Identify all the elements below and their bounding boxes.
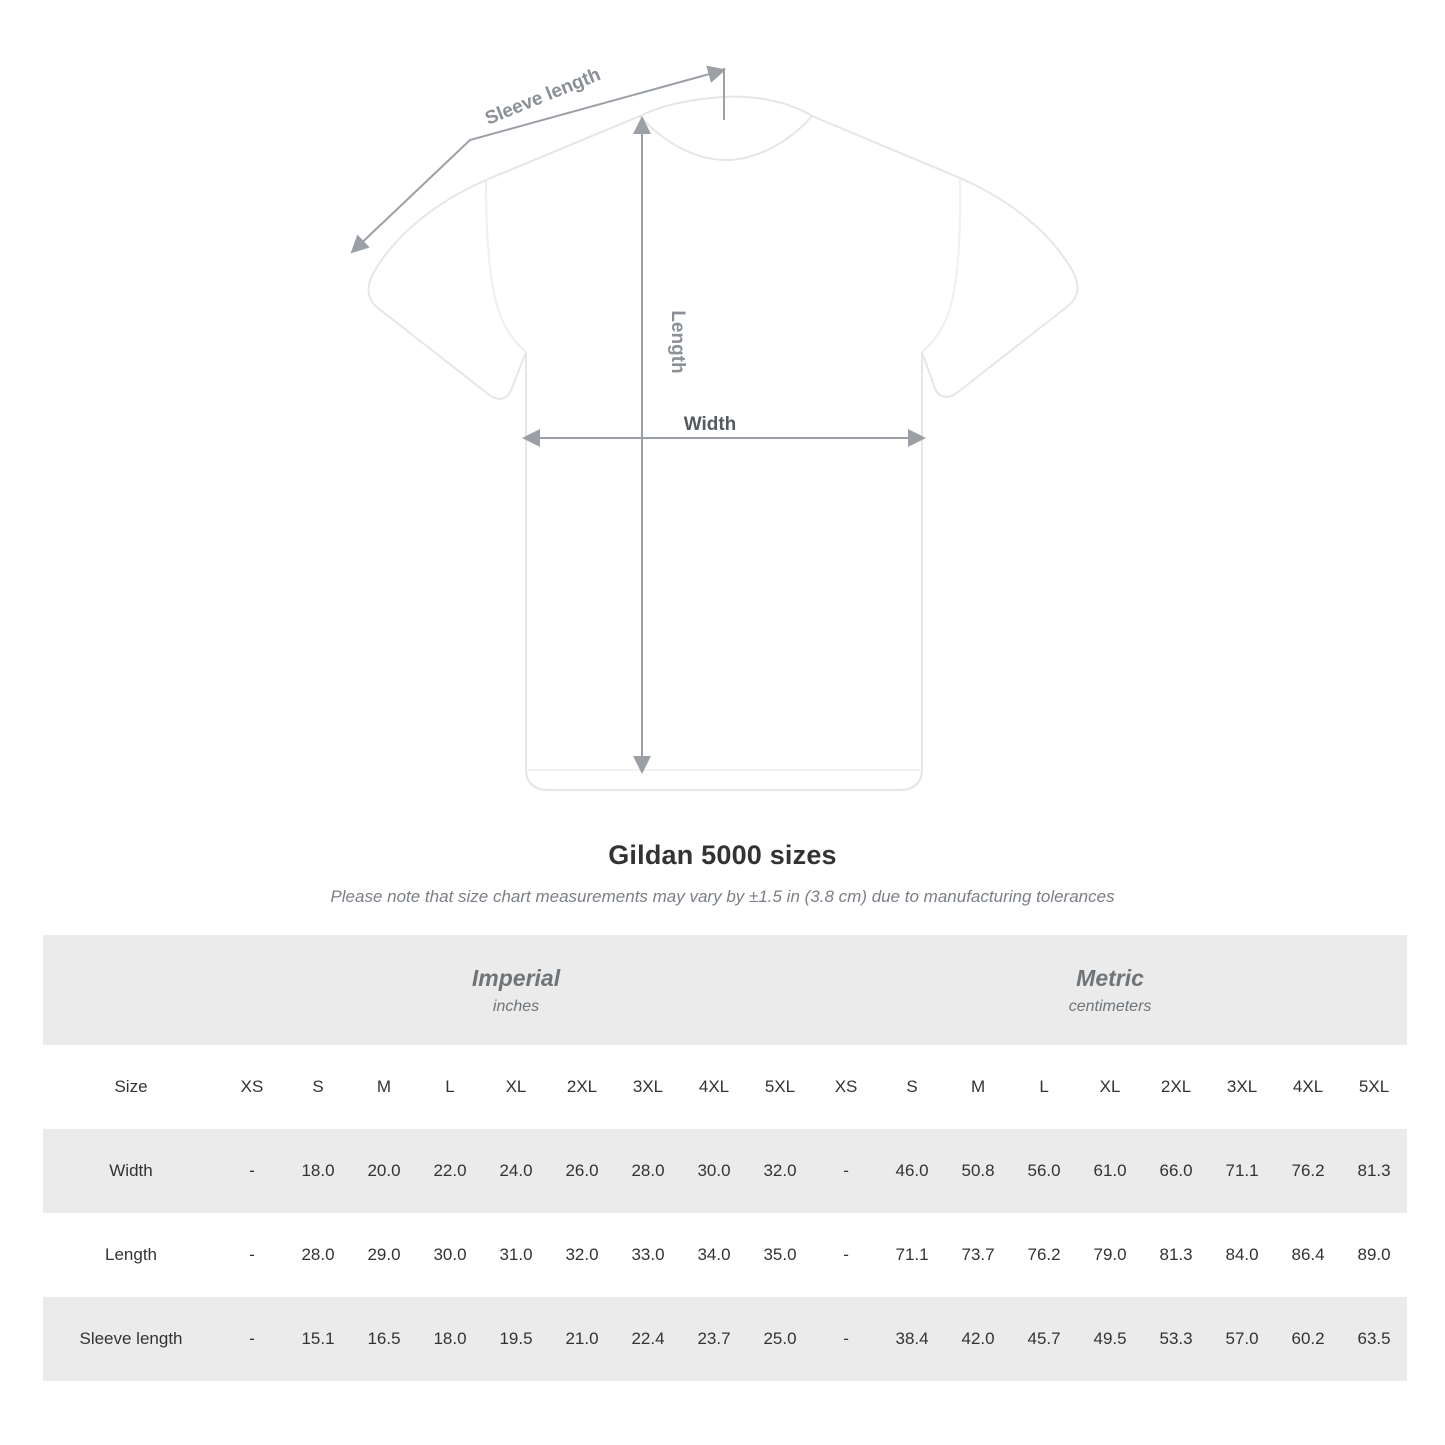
row-label-width: Width xyxy=(43,1129,219,1213)
cell-sleeve-metric-xs: - xyxy=(813,1297,879,1381)
size-header-metric-2xl: 2XL xyxy=(1143,1045,1209,1129)
cell-length-metric-4xl: 86.4 xyxy=(1275,1213,1341,1297)
size-header-row xyxy=(43,1045,1407,1129)
cell-sleeve-imperial-2xl: 21.0 xyxy=(549,1297,615,1381)
size-header-imperial-xl: XL xyxy=(483,1045,549,1129)
size-header-imperial-2xl: 2XL xyxy=(549,1045,615,1129)
cell-width-imperial-3xl: 28.0 xyxy=(615,1129,681,1213)
size-table xyxy=(43,935,1407,1381)
tolerance-note: Please note that size chart measurements may vary by ±1.5 in (3.8 cm) due to manufacturing tolerances xyxy=(330,887,1115,906)
table-row xyxy=(43,1213,1407,1297)
cell-width-imperial-5xl: 32.0 xyxy=(747,1129,813,1213)
cell-length-imperial-l: 30.0 xyxy=(417,1213,483,1297)
cell-length-metric-s: 71.1 xyxy=(879,1213,945,1297)
cell-width-imperial-4xl: 30.0 xyxy=(681,1129,747,1213)
cell-length-imperial-xl: 31.0 xyxy=(483,1213,549,1297)
cell-width-imperial-xl: 24.0 xyxy=(483,1129,549,1213)
cell-sleeve-metric-5xl: 63.5 xyxy=(1341,1297,1407,1381)
size-header-imperial-l: L xyxy=(417,1045,483,1129)
cell-length-metric-l: 76.2 xyxy=(1011,1213,1077,1297)
cell-width-imperial-2xl: 26.0 xyxy=(549,1129,615,1213)
cell-length-imperial-2xl: 32.0 xyxy=(549,1213,615,1297)
size-header-metric-xl: XL xyxy=(1077,1045,1143,1129)
tshirt-shape xyxy=(368,97,1077,790)
size-table-wrap xyxy=(43,935,1402,1381)
row-label-sleeve-length: Sleeve length xyxy=(43,1297,219,1381)
size-header-metric-4xl: 4XL xyxy=(1275,1045,1341,1129)
cell-sleeve-imperial-l: 18.0 xyxy=(417,1297,483,1381)
unit-header-spacer xyxy=(43,935,219,1045)
cell-width-metric-5xl: 81.3 xyxy=(1341,1129,1407,1213)
cell-sleeve-imperial-3xl: 22.4 xyxy=(615,1297,681,1381)
size-header-imperial-xs: XS xyxy=(219,1045,285,1129)
size-header-metric-xs: XS xyxy=(813,1045,879,1129)
cell-length-imperial-xs: - xyxy=(219,1213,285,1297)
cell-length-metric-5xl: 89.0 xyxy=(1341,1213,1407,1297)
size-header-imperial-3xl: 3XL xyxy=(615,1045,681,1129)
cell-width-metric-s: 46.0 xyxy=(879,1129,945,1213)
cell-length-imperial-s: 28.0 xyxy=(285,1213,351,1297)
unit-sub-imperial: inches xyxy=(492,997,540,1015)
row-label-length: Length xyxy=(43,1213,219,1297)
size-header-metric-3xl: 3XL xyxy=(1209,1045,1275,1129)
cell-width-metric-4xl: 76.2 xyxy=(1275,1129,1341,1213)
unit-sub-metric: centimeters xyxy=(1068,997,1152,1015)
cell-width-imperial-l: 22.0 xyxy=(417,1129,483,1213)
cell-sleeve-imperial-xl: 19.5 xyxy=(483,1297,549,1381)
cell-length-imperial-4xl: 34.0 xyxy=(681,1213,747,1297)
cell-sleeve-metric-xl: 49.5 xyxy=(1077,1297,1143,1381)
cell-width-metric-m: 50.8 xyxy=(945,1129,1011,1213)
cell-sleeve-metric-3xl: 57.0 xyxy=(1209,1297,1275,1381)
size-header-metric-s: S xyxy=(879,1045,945,1129)
width-label: Width xyxy=(683,414,737,435)
cell-sleeve-imperial-xs: - xyxy=(219,1297,285,1381)
cell-length-imperial-3xl: 33.0 xyxy=(615,1213,681,1297)
size-header-metric-l: L xyxy=(1011,1045,1077,1129)
cell-sleeve-metric-4xl: 60.2 xyxy=(1275,1297,1341,1381)
cell-length-metric-xs: - xyxy=(813,1213,879,1297)
size-header-imperial-s: S xyxy=(285,1045,351,1129)
cell-width-metric-3xl: 71.1 xyxy=(1209,1129,1275,1213)
cell-length-metric-xl: 79.0 xyxy=(1077,1213,1143,1297)
sleeve-length-label: Sleeve length xyxy=(482,64,604,130)
unit-header-metric xyxy=(813,935,1407,1045)
cell-sleeve-imperial-m: 16.5 xyxy=(351,1297,417,1381)
table-row xyxy=(43,1129,1407,1213)
table-row xyxy=(43,1297,1407,1381)
cell-width-metric-xs: - xyxy=(813,1129,879,1213)
cell-width-imperial-xs: - xyxy=(219,1129,285,1213)
cell-sleeve-imperial-4xl: 23.7 xyxy=(681,1297,747,1381)
unit-name-metric: Metric xyxy=(1076,964,1144,991)
size-header-metric-5xl: 5XL xyxy=(1341,1045,1407,1129)
cell-sleeve-metric-2xl: 53.3 xyxy=(1143,1297,1209,1381)
title-block xyxy=(0,840,1445,907)
cell-width-metric-2xl: 66.0 xyxy=(1143,1129,1209,1213)
size-header-metric-m: M xyxy=(945,1045,1011,1129)
cell-sleeve-metric-m: 42.0 xyxy=(945,1297,1011,1381)
size-header-label: Size xyxy=(43,1045,219,1129)
cell-width-imperial-m: 20.0 xyxy=(351,1129,417,1213)
cell-width-metric-xl: 61.0 xyxy=(1077,1129,1143,1213)
page-title: Gildan 5000 sizes xyxy=(608,840,837,870)
cell-length-metric-3xl: 84.0 xyxy=(1209,1213,1275,1297)
unit-header-imperial xyxy=(219,935,813,1045)
cell-sleeve-metric-l: 45.7 xyxy=(1011,1297,1077,1381)
unit-header-row xyxy=(43,935,1407,1045)
cell-length-metric-m: 73.7 xyxy=(945,1213,1011,1297)
cell-width-imperial-s: 18.0 xyxy=(285,1129,351,1213)
cell-length-metric-2xl: 81.3 xyxy=(1143,1213,1209,1297)
size-header-imperial-4xl: 4XL xyxy=(681,1045,747,1129)
cell-sleeve-metric-s: 38.4 xyxy=(879,1297,945,1381)
length-label: Length xyxy=(667,310,688,374)
size-header-imperial-m: M xyxy=(351,1045,417,1129)
cell-sleeve-imperial-5xl: 25.0 xyxy=(747,1297,813,1381)
size-header-imperial-5xl: 5XL xyxy=(747,1045,813,1129)
unit-name-imperial: Imperial xyxy=(471,964,561,991)
cell-width-metric-l: 56.0 xyxy=(1011,1129,1077,1213)
cell-length-imperial-5xl: 35.0 xyxy=(747,1213,813,1297)
cell-sleeve-imperial-s: 15.1 xyxy=(285,1297,351,1381)
cell-length-imperial-m: 29.0 xyxy=(351,1213,417,1297)
